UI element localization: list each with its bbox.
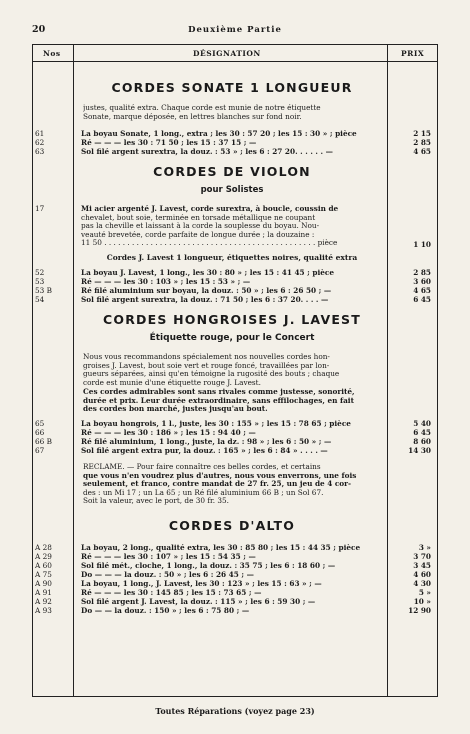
running-title: Deuxième Partie xyxy=(188,25,282,35)
section-title-hongroises: CORDES HONGROISES J. LAVEST xyxy=(103,312,361,327)
hongroises-para2: Ces cordes admirables sont sans rivales comme justesse, sonorité, durée et prix. Leur durée extraordinaire, sans effilochages, en fait des cordes bon marché, justes jusqu'au bout. xyxy=(83,388,355,414)
reclame-notice: RECLAME. — Pour faire connaître ces belles cordes, et certains que vous n'en voudrez plus d'autres, nous vous enverrons, une fois seulement, et franco, contre mandat de 27 fr. 25, un jeu de 4 cor- des : un Mi 17 ; un La 65 ; un Ré filé aluminium 66 B ; un Sol 67. Soit la valeur, avec le port, de 30 fr. 35. xyxy=(83,463,357,506)
section-subtitle-violon: pour Solistes xyxy=(200,185,264,195)
section-title-alto: CORDES D'ALTO xyxy=(168,518,296,533)
sonate-intro: justes, qualité extra. Chaque corde est munie de notre étiquette Sonate, marque déposée, en lettres blanches sur fond noir. xyxy=(83,104,321,121)
hongroises-para1: Nous vous recommandons spécialement nos nouvelles cordes hon- groises J. Lavest, bout soie vert et rouge foncé, travaillées par lon- gueurs séparées, ainsi qu'en témoigne la rugosité des bouts ; chaque corde est munie d'une étiquette rouge J. Lavest. xyxy=(83,353,340,387)
lavest-heading: Cordes J. Lavest 1 longueur, étiquettes noires, qualité extra xyxy=(106,253,358,262)
section-subtitle-hongroises: Étiquette rouge, pour le Concert xyxy=(149,333,315,343)
price-table xyxy=(32,44,438,697)
page-number: 20 xyxy=(32,24,46,35)
running-header xyxy=(32,24,438,38)
footer-note: Toutes Réparations (voyez page 23) xyxy=(155,706,315,716)
header-designation: DÉSIGNATION xyxy=(193,49,261,58)
table-header xyxy=(33,45,437,62)
section-title-sonate: CORDES SONATE 1 LONGUEUR xyxy=(111,80,353,95)
header-price: PRIX xyxy=(401,49,425,58)
header-num: Nos xyxy=(43,49,61,58)
section-title-violon: CORDES DE VIOLON xyxy=(153,164,311,179)
table-body: CORDES SONATE 1 LONGUEUR justes, qualité extra. Chaque corde est munie de notre étiquette Sonate, marque déposée, en lettres blanches sur fond noir. 61 La boyau Sonate, 1 long., extra ; les 30 : 57 20 ; les 15 : 30 » ; pièce 2 15 62 Ré — — — les 30 : 71 50 ; les 15 : 37 15 ; — 2 85 63 Sol filé argent surextra, la douz. : 53 » ; les 6 : 27 20. . . . . . — 4 65 CORDES DE VIOLON pour Solistes 17 Mi acier argenté J. Lavest, corde surextra, à boucle, coussin de chevalet, bout soie, terminée en torsade métallique ne coupant pas la cheville et laissant à la corde la souplesse du boyau. Nou- veauté brevetée, corde parfaite de longue durée ; la douzaine : 11 50 . . . . . . . . . . . . . . . . . . . . . . . . . . . . . . . . . . . . . . . . . . . . . . pièce 1 10 Cordes J. Lavest 1 longueur, étiquettes noires, qualité extra 52 La boyau J. Lavest, 1 long., les 30 : 80 » ; les 15 : 41 45 ; pièce 2 85 53 Ré — — — les 30 : 103 » ; les 15 : 53 » ; — 3 60 53 B Ré filé aluminium sur boyau, la douz. : 50 » ; les 6 : 26 50 ; — 4 65 54 Sol filé argent surextra, la douz. : 71 50 ; les 6 : 37 20. . . . — 6 45 CORDES HONGROISES J. LAVEST Étiquette rouge, pour le Concert Nous vous recommandons spécialement nos nouvelles cordes hon- groises J. Lavest, bout soie vert et rouge foncé, travaillées par lon- gueurs séparées, ainsi qu'en témoigne la rugosité des bouts ; chaque corde est munie d'une étiquette rouge J. Lavest. Ces cordes admirables sont sans rivales comme justesse, sonorité, durée et prix. Leur durée extraordinaire, sans effilochages, en fait des cordes bon marché, justes jusqu'au bout. 65 La boyau hongrois, 1 l., juste, les 30 : 155 » ; les 15 : 78 65 ; pièce 5 40 66 Ré — — — les 30 : 186 » ; les 15 : 94 40 ; — 6 45 66 B Ré filé aluminium, 1 long., juste, la dz. : 98 » ; les 6 : 50 » ; — 8 60 67 Sol filé argent extra pur, la douz. : 165 » ; les 6 : 84 » . . . . — 14 30 RECLAME. — Pour faire connaître ces belles cordes, et certains que vous n'en voudrez plus d'autres, nous vous enverrons, une fois seulement, et franco, contre mandat de 27 fr. 25, un jeu de 4 cor- des : un Mi 17 ; un La 65 ; un Ré filé aluminium 66 B ; un Sol 67. Soit la valeur, avec le port, de 30 fr. 35. CORDES D'ALTO A 28 La boyau, 2 long., qualité extra, les 30 : 85 80 ; les 15 : 44 35 ; pièce 3 » A 29 Ré — — — les 30 : 107 » ; les 15 : 54 35 ; — 3 70 A 60 Sol filé mét., cloche, 1 long., la douz. : 35 75 ; les 6 : 18 60 ; — 3 45 A 75 Do — — — la douz. : 50 » ; les 6 : 26 45 ; — 4 60 A 90 La boyau, 1 long., J. Lavest, les 30 : 123 » ; les 15 : 63 » ; — 4 30 A 91 Ré — — — les 30 : 145 85 ; les 15 : 73 65 ; — 5 » A 92 Sol filé argent J. Lavest, la douz. : 115 » ; les 6 : 59 30 ; — 10 » A 93 Do — — la douz. : 150 » ; les 6 : 75 80 ; — 12 90 xyxy=(35,80,431,615)
